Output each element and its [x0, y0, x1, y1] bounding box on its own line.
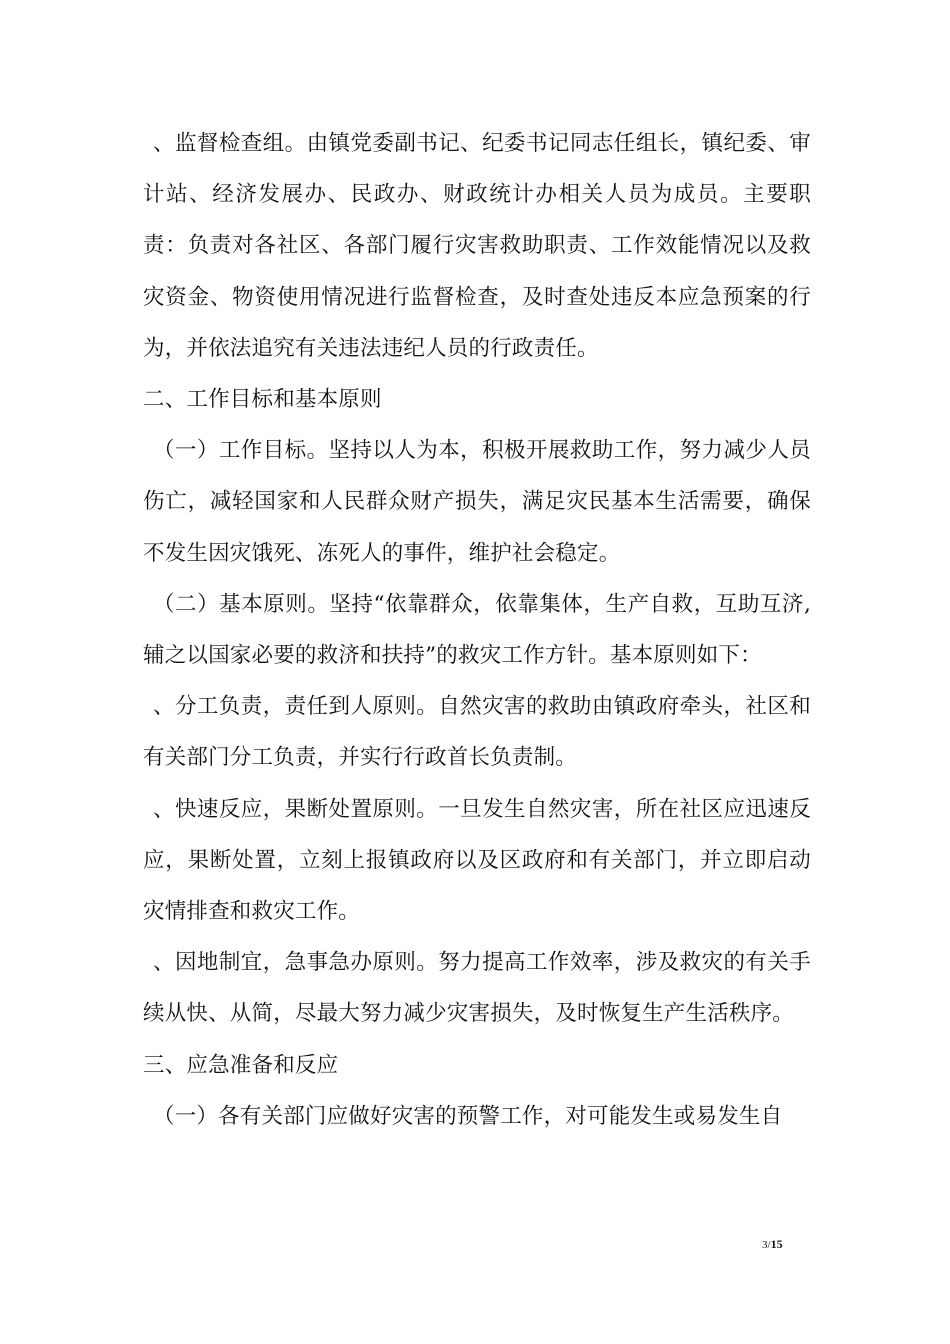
page-number-current: 3/	[762, 1239, 771, 1251]
paragraph-supervision-group: 、监督检查组。由镇党委副书记、纪委书记同志任组长，镇纪委、审计站、经济发展办、民政办、财政统计办相关人员为成员。主要职责：负责对各社区、各部门履行灾害救助职责、工作效能情况以及救灾资金、物资使用情况进行监督检查，及时查处违反本应急预案的行为，并依法追究有关违法违纪人员的行政责任。	[143, 131, 811, 361]
paragraph-principle-division: 、分工负责，责任到人原则。自然灾害的救助由镇政府牵头，社区和有关部门分工负责，并实行行政首长负责制。	[143, 694, 811, 771]
paragraph-principle-rapid-response: 、快速反应，果断处置原则。一旦发生自然灾害，所在社区应迅速反应，果断处置，立刻上报镇政府以及区政府和有关部门，并立即启动灾情排查和救灾工作。	[143, 796, 811, 925]
paragraph-early-warning: （一）各有关部门应做好灾害的预警工作，对可能发生或易发生自	[153, 1103, 783, 1129]
document-body	[143, 118, 811, 1142]
page-number-total: 15	[770, 1237, 783, 1251]
paragraph-principle-local-conditions: 、因地制宜，急事急办原则。努力提高工作效率，涉及救灾的有关手续从快、从简，尽最大努力减少灾害损失，及时恢复生产生活秩序。	[143, 950, 811, 1027]
paragraph-work-goals: （一）工作目标。坚持以人为本，积极开展救助工作，努力减少人员伤亡，减轻国家和人民群众财产损失，满足灾民基本生活需要，确保不发生因灾饿死、冻死人的事件，维护社会稳定。	[143, 438, 811, 566]
heading-goals-and-principles: 二、工作目标和基本原则	[143, 387, 382, 413]
heading-emergency-preparation: 三、应急准备和反应	[143, 1052, 339, 1078]
paragraph-basic-principles: （二）基本原则。坚持“依靠群众，依靠集体，生产自救，互助互济,辅之以国家必要的救济和扶持”的救灾工作方针。基本原则如下：	[143, 591, 811, 669]
page-number	[762, 1237, 783, 1252]
